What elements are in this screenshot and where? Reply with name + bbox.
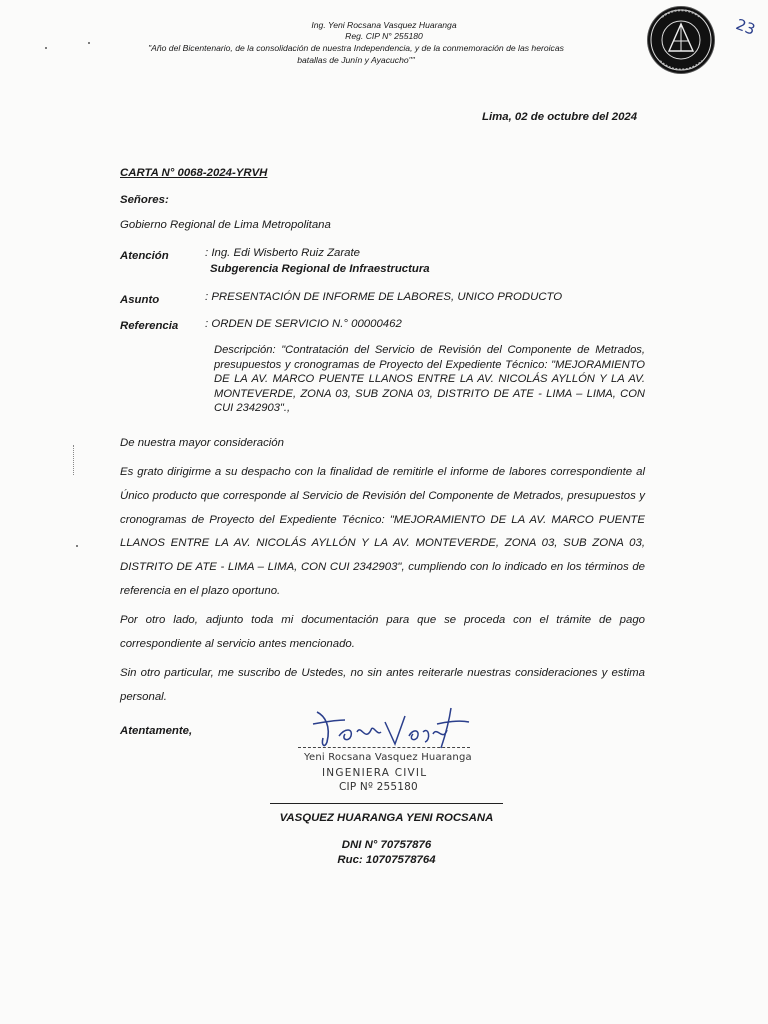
stamp-cip: CIP Nº 255180: [339, 781, 418, 793]
header-reg: Reg. CIP N° 255180: [345, 31, 423, 41]
stamp-title: INGENIERA CIVIL: [322, 767, 428, 779]
attention-label: Atención: [120, 250, 169, 262]
paragraph-main: Es grato dirigirme a su despacho con la finalidad de remitirle el informe de labores correspondiente al Único producto que corresponde al Servicio de Revisión del Componente de Metrados, presupuestos y cronogramas de Proyecto del Expediente Técnico: "MEJORAMIENTO DE LA AV. MARCO PUENTE LLANOS ENTRE LA AV. NICOLÁS AYLLÓN Y LA AV. MONTEVERDE, ZONA 03, SUB ZONA 03, DISTRITO DE ATE - LIMA – LIMA, CON CUI 2342903", cumpliendo con lo indicado en los términos de referencia en el plazo oportuno.: [120, 466, 645, 597]
stamp-name: Yeni Rocsana Vasquez Huaranga: [304, 752, 472, 763]
letter-number: CARTA N° 0068-2024-YRVH: [120, 167, 268, 179]
professional-seal: [648, 7, 714, 73]
subject-value: : PRESENTACIÓN DE INFORME DE LABORES, UNICO PRODUCTO: [205, 291, 563, 303]
reference-label: Referencia: [120, 320, 179, 332]
header-motto-line1: "Año del Bicentenario, de la consolidación de nuestra Independencia, y de la conmemoración de las heroicas: [148, 43, 564, 53]
scan-speck: [76, 545, 78, 547]
paragraph-documentation: Por otro lado, adjunto toda mi documentación para que se proceda con el trámite de pago correspondiente al servicio antes mencionado.: [120, 614, 645, 650]
scan-speck: [88, 42, 90, 44]
greeting: De nuestra mayor consideración: [120, 437, 284, 449]
header-motto-line2: batallas de Junín y Ayacucho"": [297, 55, 415, 65]
recipient: Gobierno Regional de Lima Metropolitana: [120, 219, 331, 231]
attention-office: Subgerencia Regional de Infraestructura: [210, 263, 430, 275]
scan-mark: [73, 445, 76, 475]
subject-label: Asunto: [120, 294, 160, 306]
paragraph-closing: Sin otro particular, me suscribo de Ustedes, no sin antes reiterarle nuestras consideraciones y estima personal.: [120, 667, 645, 703]
signature-line: [270, 803, 503, 804]
salutation: Señores:: [120, 194, 169, 206]
header-name: Ing. Yeni Rocsana Vasquez Huaranga: [311, 20, 457, 30]
signature-dotted-line: [298, 747, 470, 748]
signatory-dni: DNI N° 70757876: [341, 839, 432, 851]
handwritten-signature: [305, 702, 475, 757]
signatory-name: VASQUEZ HUARANGA YENI ROCSANA: [279, 812, 494, 824]
signatory-ruc: Ruc: 10707578764: [337, 854, 436, 866]
closing: Atentamente,: [120, 725, 193, 737]
place-date: Lima, 02 de octubre del 2024: [482, 111, 638, 123]
scan-speck: [45, 47, 47, 49]
reference-description: Descripción: "Contratación del Servicio de Revisión del Componente de Metrados, presupuestos y cronogramas de Proyecto del Expediente Técnico: "MEJORAMIENTO DE LA AV. MARCO PUENTE LLANOS ENTRE LA AV. NICOLÁS AYLLÓN Y LA AV. MONTEVERDE, ZONA 03, SUB ZONA 03, DISTRITO DE ATE - LIMA – LIMA, CON CUI 2342903".,: [214, 344, 645, 415]
page-number: 23: [733, 15, 758, 39]
reference-value: : ORDEN DE SERVICIO N.° 00000462: [205, 318, 402, 330]
attention-name: : Ing. Edi Wisberto Ruiz Zarate: [205, 247, 360, 259]
